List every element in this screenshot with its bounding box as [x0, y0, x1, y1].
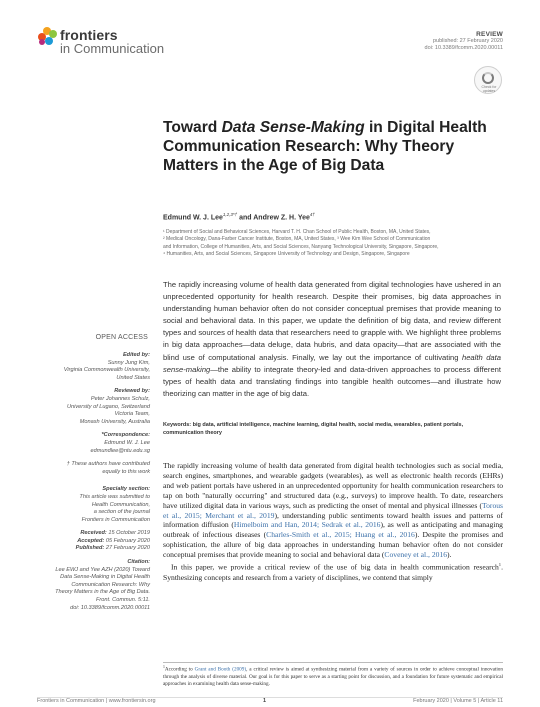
equal-contribution-note: † These authors have contributed	[66, 461, 150, 468]
correspondence-email-link[interactable]: edmundlee@ntu.edu.sg	[90, 447, 150, 454]
check-updates-label: Check for updates	[481, 85, 497, 93]
check-for-updates-button[interactable]	[474, 66, 502, 94]
refresh-icon	[482, 72, 494, 84]
article-doi[interactable]: doi: 10.3389/fcomm.2020.00011	[424, 45, 503, 51]
frontiers-logo-icon	[37, 26, 59, 48]
footnote: $^1$According to Grant and Booth (2009), a critical review is aimed at synthesizing material from a variety of sources in order to achieve conceptual innovation through the analysis of diverse material. Our goal is for this paper to serve as a starting point for discussion, and a foundation for future systematic and empirical approaches in examining health data sense-making.	[163, 665, 503, 687]
footnote-divider	[163, 662, 503, 663]
received-date: Received: 15 October 2019	[80, 530, 150, 537]
footer-journal-link[interactable]: Frontiers in Communication | www.frontiersin.org	[37, 698, 156, 704]
article-body	[163, 461, 503, 582]
accepted-date: Accepted: 05 February 2020	[77, 537, 150, 544]
author-list: Edmund W. J. Lee$^{1,2,3*\dagger}$ and Andrew Z. H. Yee$^{4\dagger}$	[163, 212, 315, 222]
citation-link[interactable]: Charles-Smith et al., 2015; Huang et al., 2016	[266, 530, 415, 540]
logo-wordmark: frontiers	[60, 27, 118, 43]
affiliation-line: ² Medical Oncology, Dana-Farber Cancer Institute, Boston, MA, United States, ³ Wee Kim Wee School of Communication	[163, 236, 431, 243]
body-paragraph: In this paper, we provide a critical review of the use of big data in health communication research$^1$. Synthesizing concepts and research from a variety of disciplines, we contend that simply	[163, 562, 503, 582]
logo-dot	[39, 39, 45, 45]
published-date-sidebar: Published: 27 February 2020	[75, 545, 150, 552]
page-number: 1	[263, 698, 267, 704]
article-meta	[425, 31, 503, 52]
citation-link[interactable]: Himelboim and Han, 2014; Sedrak et al., 2016	[233, 520, 381, 530]
editor-name[interactable]: Sunny Jung Kim,	[107, 359, 150, 366]
reviewer-name[interactable]: Victoria Team,	[114, 411, 150, 418]
article-type: REVIEW	[476, 31, 503, 38]
citation-link[interactable]: Torous et al., 2015; Merchant et al., 2019	[163, 500, 503, 520]
logo-journal-name: in Communication	[60, 41, 165, 56]
journal-logo[interactable]	[37, 24, 177, 54]
author-name[interactable]: Edmund W. J. Lee	[163, 214, 223, 222]
citation-doi-link[interactable]: doi: 10.3389/fcomm.2020.00011	[70, 604, 150, 611]
published-date: published: 27 February 2020	[432, 38, 503, 44]
affiliations	[163, 229, 508, 259]
article-title: Toward Data Sense-Making in Digital Health Communication Research: Why Theory Matters in the Age of Big Data	[163, 119, 487, 174]
citation-link[interactable]: Coveney et al., 2016	[384, 550, 448, 560]
footer-issue-info: February 2020 | Volume 5 | Article 11	[413, 698, 503, 704]
correspondence-label: *Correspondence:	[101, 432, 150, 439]
author-name[interactable]: Andrew Z. H. Yee	[253, 214, 310, 222]
open-access-label[interactable]: OPEN ACCESS	[95, 334, 148, 341]
abstract: The rapidly increasing volume of health data generated from digital technologies have ushered in an unprecedented opportunity for health research. Despite their promises, big data approaches in understanding human behavior often do not consider conceptual premises that provide meaning to social and behavioral data. In this paper, we update the definition of big data, and review different types and sources of health data that researchers need to grapple with. We highlight three problems in big data approaches—data deluge, data hubris, and data opacity—that are associated with the blind use of computational analysis. Finally, we lay out the importance of cultivating health data sense-making—the ability to integrate theory-led and data-driven approaches to process different types of health data and translating findings into tangible health outcomes—and illustrate how theorizing can matter in the age of big data.	[163, 280, 501, 398]
article-sidebar: Edited by: Sunny Jung Kim, Virginia Commonwealth University, United States Reviewed by: Peter Johannes Schulz, University of Lugano, Switzerland Victoria Team, Monash University, Australia *Correspondence: Edmund W. J. Lee edmundlee@ntu.edu.sg † These authors have contributed equally to this work Specialty section: This article was submitted to Health Communication, a section of the journal Frontiers in Communication Received: 15 October 2019 Accepted: 05 February 2020 Published: 27 February 2020 Citation: Lee EWJ and Yee AZH (2020) Toward Data Sense-Making in Digital Health Communication Research: Why Theory Matters in the Age of Big Data. Front. Commun. 5:11. doi: 10.3389/fcomm.2020.00011	[30, 352, 150, 612]
footnote-ref[interactable]: 1	[498, 562, 502, 568]
body-paragraph: The rapidly increasing volume of health data generated from digital health technologies such as social media, search engines, smartphones, and wearable gadgets (wearables), as well as electronic health records (EHRs) and web patient portals have ushered in an unprecedented opportunity for health communication researchers to tap on both "naturally occurring" and structured data (e.g., surveys) to improve health. To date, researchers have utilized digital data in various ways, such as predicting the onset of mental and physical illnesses (Torous et al., 2015; Merchant et al., 2019), understanding public sentiments toward health issues and patterns of information diffusion (Himelboim and Han, 2014; Sedrak et al., 2016), as well as anticipating and managing outbreak of infectious diseases (Charles-Smith et al., 2015; Huang et al., 2016). Despite the promises and sophistication, the allure of big data approaches in understanding human behavior often do not consider conceptual premises that provide meaning to social and behavioral data (Coveney et al., 2016).	[163, 461, 504, 560]
reviewer-name[interactable]: Peter Johannes Schulz,	[90, 395, 150, 402]
edited-by-label: Edited by:	[122, 352, 150, 358]
keywords: Keywords: big data, artificial intelligence, machine learning, digital health, social media, wearables, patient portals, communication theory	[163, 422, 464, 436]
affiliation-line: ¹ Department of Social and Behavioral Sciences, Harvard T. H. Chan School of Public Health, Boston, MA, United States,	[163, 229, 431, 235]
affiliation-line: ⁴ Humanities, Arts, and Social Sciences, Singapore University of Technology and Design, Singapore, Singapore	[163, 251, 410, 258]
citation-label: Citation:	[127, 559, 150, 566]
citation-link[interactable]: Grant and Booth (2009)	[194, 666, 247, 673]
reviewed-by-label: Reviewed by:	[114, 388, 150, 395]
affiliation-line: and Information, College of Humanities, Arts, and Social Sciences, Nanyang Technological University, Singapore, Singapore,	[163, 243, 439, 250]
specialty-section-label: Specialty section:	[102, 486, 150, 493]
logo-dot	[45, 37, 53, 45]
